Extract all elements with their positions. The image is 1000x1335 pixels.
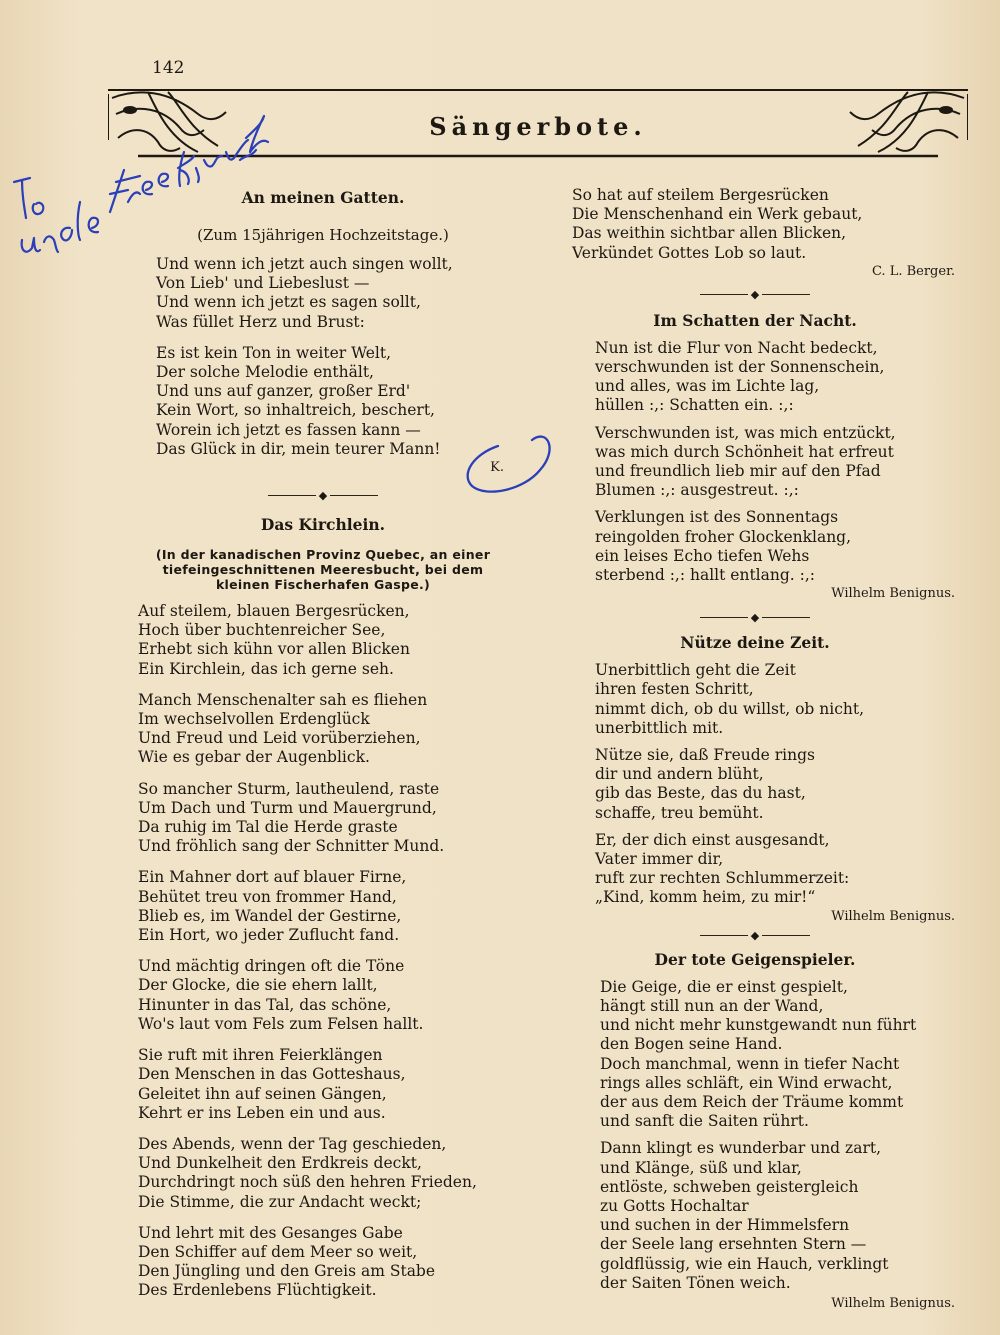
verse-line: Und fröhlich sang der Schnitter Mund. bbox=[138, 837, 445, 856]
verse-line: So hat auf steilem Bergesrücken bbox=[572, 186, 829, 204]
pen-circle-mark bbox=[462, 430, 554, 500]
stanza bbox=[138, 1135, 528, 1212]
poem-author: Wilhelm Benignus. bbox=[831, 908, 955, 924]
verse-line: Die Stimme, die zur Andacht weckt; bbox=[138, 1192, 422, 1211]
verse-line: Wo's laut vom Fels zum Felsen hallt. bbox=[138, 1014, 424, 1033]
stanza bbox=[138, 957, 528, 1034]
verse-line: verschwunden ist der Sonnenschein, bbox=[595, 358, 885, 377]
stanza bbox=[595, 424, 955, 501]
verse-line: Blumen :,: ausgestreut. :,: bbox=[595, 481, 799, 500]
poem-der-tote-geigenspieler bbox=[555, 950, 955, 1313]
verse-line: schaffe, treu bemüht. bbox=[595, 803, 764, 822]
page-number: 142 bbox=[152, 58, 185, 78]
stanza bbox=[138, 1224, 528, 1301]
verse-line: Worein ich jetzt es fassen kann — bbox=[156, 420, 421, 439]
verse-line: ihren festen Schritt, bbox=[595, 680, 754, 699]
section-separator: ◆ bbox=[555, 607, 955, 627]
right-column bbox=[555, 186, 955, 1313]
verse-line: Die Geige, die er einst gespielt, bbox=[600, 977, 848, 996]
verse-line: Verschwunden ist, was mich entzückt, bbox=[595, 423, 896, 442]
poem-subtitle: (Zum 15jährigen Hochzeitstage.) bbox=[197, 226, 449, 244]
verse-line: Was füllet Herz und Brust: bbox=[156, 312, 365, 331]
verse-line: Hinunter in das Tal, das schöne, bbox=[138, 995, 392, 1014]
verse-line: gib das Beste, das du hast, bbox=[595, 784, 806, 803]
verse-line: Den Jüngling und den Greis am Stabe bbox=[138, 1262, 436, 1281]
verse-line: der Seele lang ersehnten Stern — bbox=[600, 1235, 867, 1254]
poem-im-schatten-der-nacht bbox=[555, 311, 955, 603]
verse-line: Auf steilem, blauen Bergesrücken, bbox=[138, 602, 410, 621]
stanza bbox=[138, 1046, 528, 1123]
verse-line: Um Dach und Turm und Mauergrund, bbox=[138, 798, 437, 817]
verse-line: reingolden froher Glockenklang, bbox=[595, 527, 852, 546]
section-separator: ◆ bbox=[555, 285, 955, 305]
header-title: Sängerbote. bbox=[429, 112, 647, 141]
verse-line: Des Abends, wenn der Tag geschieden, bbox=[138, 1134, 447, 1153]
stanza bbox=[600, 1139, 955, 1293]
verse-line: Der solche Melodie enthält, bbox=[156, 363, 374, 382]
stanza bbox=[595, 831, 955, 908]
verse-line: Verkündet Gottes Lob so laut. bbox=[572, 243, 807, 262]
verse-line: hüllen :,: Schatten ein. :,: bbox=[595, 396, 794, 415]
verse-line: Und uns auf ganzer, großer Erd' bbox=[156, 382, 411, 401]
poem-note bbox=[118, 547, 528, 592]
stanza bbox=[572, 186, 955, 263]
verse-line: goldflüssig, wie ein Hauch, verklingt bbox=[600, 1254, 889, 1273]
verse-line: Nütze sie, daß Freude rings bbox=[595, 746, 815, 765]
stanza bbox=[595, 508, 955, 585]
poem-continuation bbox=[555, 186, 955, 281]
poem-author: C. L. Berger. bbox=[871, 263, 955, 279]
verse-line: Erhebt sich kühn vor allen Blicken bbox=[138, 640, 410, 659]
stanza bbox=[600, 978, 955, 1132]
verse-line: Und Freud und Leid vorüberziehen, bbox=[138, 729, 421, 748]
verse-line: nimmt dich, ob du willst, ob nicht, bbox=[595, 699, 865, 718]
note-line: (In der kanadischen Provinz Quebec, an einer bbox=[155, 547, 491, 563]
poem-author: Wilhelm Benignus. bbox=[831, 586, 955, 602]
verse-line: und Klänge, süß und klar, bbox=[600, 1158, 802, 1177]
verse-line: Sie ruft mit ihren Feierklängen bbox=[138, 1046, 383, 1065]
verse-line: Den Schiffer auf dem Meer so weit, bbox=[138, 1242, 418, 1261]
verse-line: und freundlich lieb mir auf den Pfad bbox=[595, 462, 881, 481]
poem-das-kirchlein bbox=[118, 515, 528, 1301]
verse-line: zu Gotts Hochaltar bbox=[600, 1196, 749, 1215]
poem-title: An meinen Gatten. bbox=[241, 188, 405, 207]
verse-line: und nicht mehr kunstgewandt nun führt bbox=[600, 1016, 917, 1035]
verse-line: Durchdringt noch süß den hehren Frieden, bbox=[138, 1173, 477, 1192]
verse-line: den Bogen seine Hand. bbox=[600, 1035, 783, 1054]
verse-line: Geleitet ihn auf seinen Gängen, bbox=[138, 1084, 387, 1103]
verse-line: Es ist kein Ton in weiter Welt, bbox=[156, 343, 392, 362]
stanza bbox=[595, 661, 955, 738]
verse-line: und alles, was im Lichte lag, bbox=[595, 377, 820, 396]
stanza bbox=[595, 746, 955, 823]
verse-line: So mancher Sturm, lautheulend, raste bbox=[138, 779, 440, 798]
verse-line: entlöste, schweben geistergleich bbox=[600, 1177, 859, 1196]
verse-line: und suchen in der Himmelsfern bbox=[600, 1216, 850, 1235]
poem-title: Im Schatten der Nacht. bbox=[653, 310, 857, 330]
verse-line: Blieb es, im Wandel der Gestirne, bbox=[138, 906, 402, 925]
handwritten-inscription bbox=[0, 90, 300, 290]
verse-line: Das weithin sichtbar allen Blicken, bbox=[572, 224, 847, 243]
verse-line: Ein Mahner dort auf blauer Firne, bbox=[138, 868, 407, 887]
verse-line: Das Glück in dir, mein teurer Mann! bbox=[156, 439, 441, 458]
verse-line: Manch Menschenalter sah es fliehen bbox=[138, 690, 428, 709]
verse-line: Da ruhig im Tal die Herde graste bbox=[138, 818, 398, 837]
verse-line: Der Glocke, die sie ehern lallt, bbox=[138, 976, 378, 995]
note-line: tiefeingeschnittenen Meeresbucht, bei dem bbox=[162, 562, 484, 578]
verse-line: Kein Wort, so inhaltreich, beschert, bbox=[156, 401, 435, 420]
left-column bbox=[118, 180, 528, 1301]
verse-line: Unerbittlich geht die Zeit bbox=[595, 661, 796, 680]
verse-line: Ein Kirchlein, das ich gerne seh. bbox=[138, 659, 394, 678]
stanza bbox=[138, 780, 528, 857]
verse-line: „Kind, komm heim, zu mir!“ bbox=[595, 888, 816, 907]
section-separator: ◆ bbox=[118, 485, 528, 505]
verse-line: Von Lieb' und Liebeslust — bbox=[156, 274, 370, 293]
verse-line: hängt still nun an der Wand, bbox=[600, 996, 824, 1015]
verse-line: was mich durch Schönheit hat erfreut bbox=[595, 442, 894, 461]
stanza bbox=[138, 691, 528, 768]
verse-line: Wie es gebar der Augenblick. bbox=[138, 748, 370, 767]
verse-line: Im wechselvollen Erdenglück bbox=[138, 710, 370, 729]
stanza bbox=[138, 868, 528, 945]
verse-line: rings alles schläft, ein Wind erwacht, bbox=[600, 1073, 893, 1092]
verse-line: dir und andern blüht, bbox=[595, 765, 764, 784]
stanza bbox=[595, 339, 955, 416]
verse-line: Die Menschenhand ein Werk gebaut, bbox=[572, 205, 863, 224]
poem-title: Der tote Geigenspieler. bbox=[654, 949, 856, 969]
verse-line: Den Menschen in das Gotteshaus, bbox=[138, 1065, 406, 1084]
verse-line: Und lehrt mit des Gesanges Gabe bbox=[138, 1223, 403, 1242]
poem-title: Das Kirchlein. bbox=[260, 515, 386, 535]
note-line: kleinen Fischerhafen Gaspe.) bbox=[215, 577, 431, 593]
verse-line: Des Erdenlebens Flüchtigkeit. bbox=[138, 1281, 377, 1300]
verse-line: Dann klingt es wunderbar und zart, bbox=[600, 1139, 882, 1158]
poem-title: Nütze deine Zeit. bbox=[680, 633, 830, 653]
verse-line: ein leises Echo tiefen Wehs bbox=[595, 546, 810, 565]
verse-line: Und wenn ich jetzt es sagen sollt, bbox=[156, 293, 421, 312]
stanza bbox=[138, 602, 528, 679]
verse-line: Und Dunkelheit den Erdkreis deckt, bbox=[138, 1154, 422, 1173]
verse-line: der Saiten Tönen weich. bbox=[600, 1273, 791, 1292]
verse-line: Und mächtig dringen oft die Töne bbox=[138, 957, 405, 976]
poem-nuetze-deine-zeit bbox=[555, 633, 955, 925]
section-separator: ◆ bbox=[555, 926, 955, 946]
poem-author: K. bbox=[490, 460, 504, 476]
verse-line: Verklungen ist des Sonnentags bbox=[595, 508, 839, 527]
verse-line: Ein Hort, wo jeder Zuflucht fand. bbox=[138, 926, 400, 945]
verse-line: Doch manchmal, wenn in tiefer Nacht bbox=[600, 1054, 900, 1073]
poem-author: Wilhelm Benignus. bbox=[831, 1295, 955, 1311]
verse-line: und sanft die Saiten rührt. bbox=[600, 1112, 809, 1131]
verse-line: Nun ist die Flur von Nacht bedeckt, bbox=[595, 338, 878, 357]
verse-line: Er, der dich einst ausgesandt, bbox=[595, 830, 830, 849]
verse-line: Hoch über buchtenreicher See, bbox=[138, 621, 386, 640]
verse-line: ruft zur rechten Schlummerzeit: bbox=[595, 869, 850, 888]
verse-line: unerbittlich mit. bbox=[595, 718, 724, 737]
verse-line: Vater immer dir, bbox=[595, 850, 724, 869]
verse-line: sterbend :,: hallt entlang. :,: bbox=[595, 566, 815, 585]
verse-line: Und wenn ich jetzt auch singen wollt, bbox=[156, 255, 453, 273]
verse-line: der aus dem Reich der Träume kommt bbox=[600, 1092, 904, 1111]
verse-line: Behütet treu von frommer Hand, bbox=[138, 887, 397, 906]
verse-line: Kehrt er ins Leben ein und aus. bbox=[138, 1103, 386, 1122]
